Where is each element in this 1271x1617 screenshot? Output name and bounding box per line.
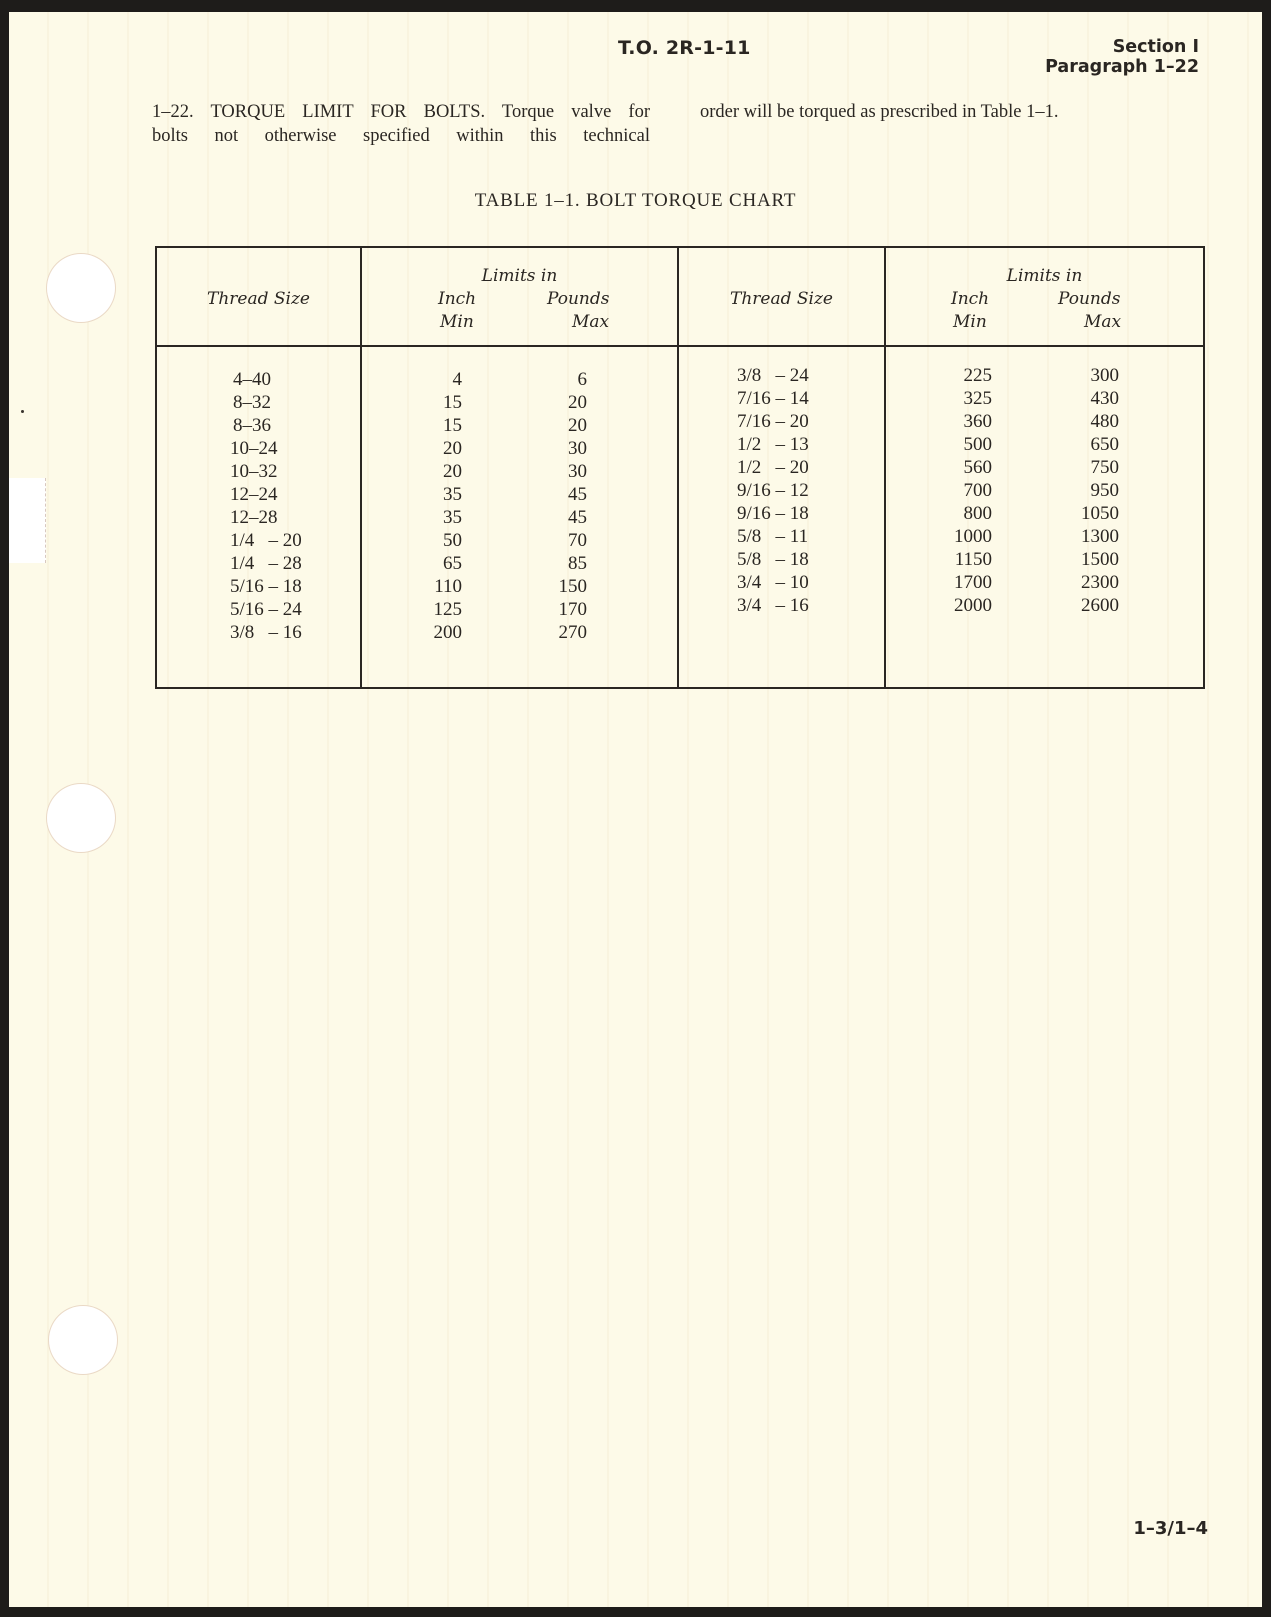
header-limits-in: Limits in (1006, 266, 1083, 286)
max-torque-cell: 300 (1090, 365, 1119, 386)
header-max: Max (1084, 312, 1122, 332)
header-max: Max (572, 312, 610, 332)
max-torque-cell: 20 (568, 415, 587, 436)
thread-size-cell: 12–28 (230, 507, 278, 528)
thread-size-cell: 8–36 (233, 415, 271, 436)
min-torque-cell: 1000 (954, 526, 992, 547)
thread-size-cell: 1/4 – 28 (230, 553, 302, 574)
max-torque-cell: 30 (568, 438, 587, 459)
min-torque-cell: 700 (963, 480, 992, 501)
min-torque-cell: 20 (443, 461, 462, 482)
min-torque-cell: 15 (443, 415, 462, 436)
header-min: Min (953, 312, 987, 332)
binder-hole-middle (47, 784, 115, 852)
thread-size-cell: 9/16 – 18 (737, 503, 809, 524)
header-limits-in: Limits in (481, 266, 558, 286)
min-torque-cell: 1700 (954, 572, 992, 593)
max-torque-cell: 1050 (1081, 503, 1119, 524)
section-reference (1045, 37, 1199, 77)
thread-size-cell: 10–24 (230, 438, 278, 459)
thread-size-cell: 5/8 – 18 (737, 549, 809, 570)
max-torque-cell: 150 (558, 576, 587, 597)
thread-size-cell: 7/16 – 20 (737, 411, 809, 432)
thread-size-cell: 9/16 – 12 (737, 480, 809, 501)
min-torque-cell: 125 (433, 599, 462, 620)
max-torque-cell: 750 (1090, 457, 1119, 478)
header-limits-left (362, 248, 677, 345)
paragraph-line: 1–22. TORQUE LIMIT FOR BOLTS. Torque valve for (152, 102, 650, 122)
paragraph-text-column-1 (152, 100, 650, 148)
max-torque-cell: 85 (568, 553, 587, 574)
thread-size-cell: 3/4 – 10 (737, 572, 809, 593)
max-torque-cell: 6 (577, 369, 587, 390)
max-torque-cell: 480 (1090, 411, 1119, 432)
thread-size-cell: 1/2 – 13 (737, 434, 809, 455)
paragraph-line: bolts not otherwise specified within this technical (152, 126, 650, 146)
header-pounds: Pounds (1058, 289, 1121, 309)
section-label: Section I (1112, 37, 1199, 57)
paragraph-label: Paragraph 1–22 (1045, 57, 1199, 77)
max-torque-cell: 45 (568, 484, 587, 505)
thread-size-column-right (737, 364, 809, 617)
thread-size-cell: 1/4 – 20 (230, 530, 302, 551)
paragraph-text-column-2 (700, 100, 1160, 124)
thread-size-cell: 3/8 – 16 (230, 622, 302, 643)
min-torque-cell: 4 (452, 369, 462, 390)
thread-size-cell: 5/8 – 11 (737, 526, 809, 547)
thread-size-cell: 7/16 – 14 (737, 388, 809, 409)
thread-size-cell: 5/16 – 18 (230, 576, 302, 597)
min-column-left (407, 368, 462, 644)
max-torque-cell: 1500 (1081, 549, 1119, 570)
thread-size-cell: 3/4 – 16 (737, 595, 809, 616)
min-torque-cell: 200 (433, 622, 462, 643)
max-torque-cell: 70 (568, 530, 587, 551)
max-column-right (1049, 364, 1119, 617)
max-column-left (527, 368, 587, 644)
torn-page-edge (9, 478, 46, 563)
document-number: T.O. 2R-1-11 (618, 37, 751, 59)
thread-size-cell: 3/8 – 24 (737, 365, 809, 386)
min-torque-cell: 360 (963, 411, 992, 432)
header-thread-size-label: Thread Size (730, 288, 833, 309)
min-torque-cell: 35 (443, 507, 462, 528)
header-thread-size-left (157, 248, 360, 345)
thread-size-column-left (230, 368, 302, 644)
min-torque-cell: 225 (963, 365, 992, 386)
min-column-right (932, 364, 992, 617)
binder-hole-top (47, 254, 115, 322)
max-torque-cell: 30 (568, 461, 587, 482)
header-thread-size-label: Thread Size (207, 288, 310, 309)
min-torque-cell: 1150 (954, 549, 992, 570)
thread-size-cell: 1/2 – 20 (737, 457, 809, 478)
header-limits-right (886, 248, 1203, 345)
min-torque-cell: 325 (963, 388, 992, 409)
thread-size-cell: 12–24 (230, 484, 278, 505)
min-torque-cell: 20 (443, 438, 462, 459)
max-torque-cell: 170 (558, 599, 587, 620)
scan-speck (21, 410, 24, 413)
max-torque-cell: 20 (568, 392, 587, 413)
header-thread-size-right (679, 248, 884, 345)
bolt-torque-table (155, 246, 1205, 689)
paragraph-line: order will be torqued as prescribed in Table 1–1. (700, 102, 1059, 122)
header-min: Min (440, 312, 474, 332)
page-number: 1–3/1–4 (1133, 1518, 1208, 1539)
binder-hole-bottom (49, 1306, 117, 1374)
max-torque-cell: 650 (1090, 434, 1119, 455)
min-torque-cell: 500 (963, 434, 992, 455)
min-torque-cell: 110 (434, 576, 462, 597)
max-torque-cell: 2300 (1081, 572, 1119, 593)
thread-size-cell: 4–40 (233, 369, 271, 390)
thread-size-cell: 5/16 – 24 (230, 599, 302, 620)
max-torque-cell: 2600 (1081, 595, 1119, 616)
table-title: TABLE 1–1. BOLT TORQUE CHART (474, 190, 797, 211)
max-torque-cell: 1300 (1081, 526, 1119, 547)
header-inch: Inch (438, 289, 477, 309)
thread-size-cell: 8–32 (233, 392, 271, 413)
min-torque-cell: 50 (443, 530, 462, 551)
thread-size-cell: 10–32 (230, 461, 278, 482)
header-pounds: Pounds (547, 289, 610, 309)
max-torque-cell: 430 (1090, 388, 1119, 409)
min-torque-cell: 2000 (954, 595, 992, 616)
min-torque-cell: 560 (963, 457, 992, 478)
header-inch: Inch (951, 289, 990, 309)
max-torque-cell: 950 (1090, 480, 1119, 501)
min-torque-cell: 15 (443, 392, 462, 413)
min-torque-cell: 65 (443, 553, 462, 574)
min-torque-cell: 35 (443, 484, 462, 505)
max-torque-cell: 45 (568, 507, 587, 528)
max-torque-cell: 270 (558, 622, 587, 643)
min-torque-cell: 800 (963, 503, 992, 524)
